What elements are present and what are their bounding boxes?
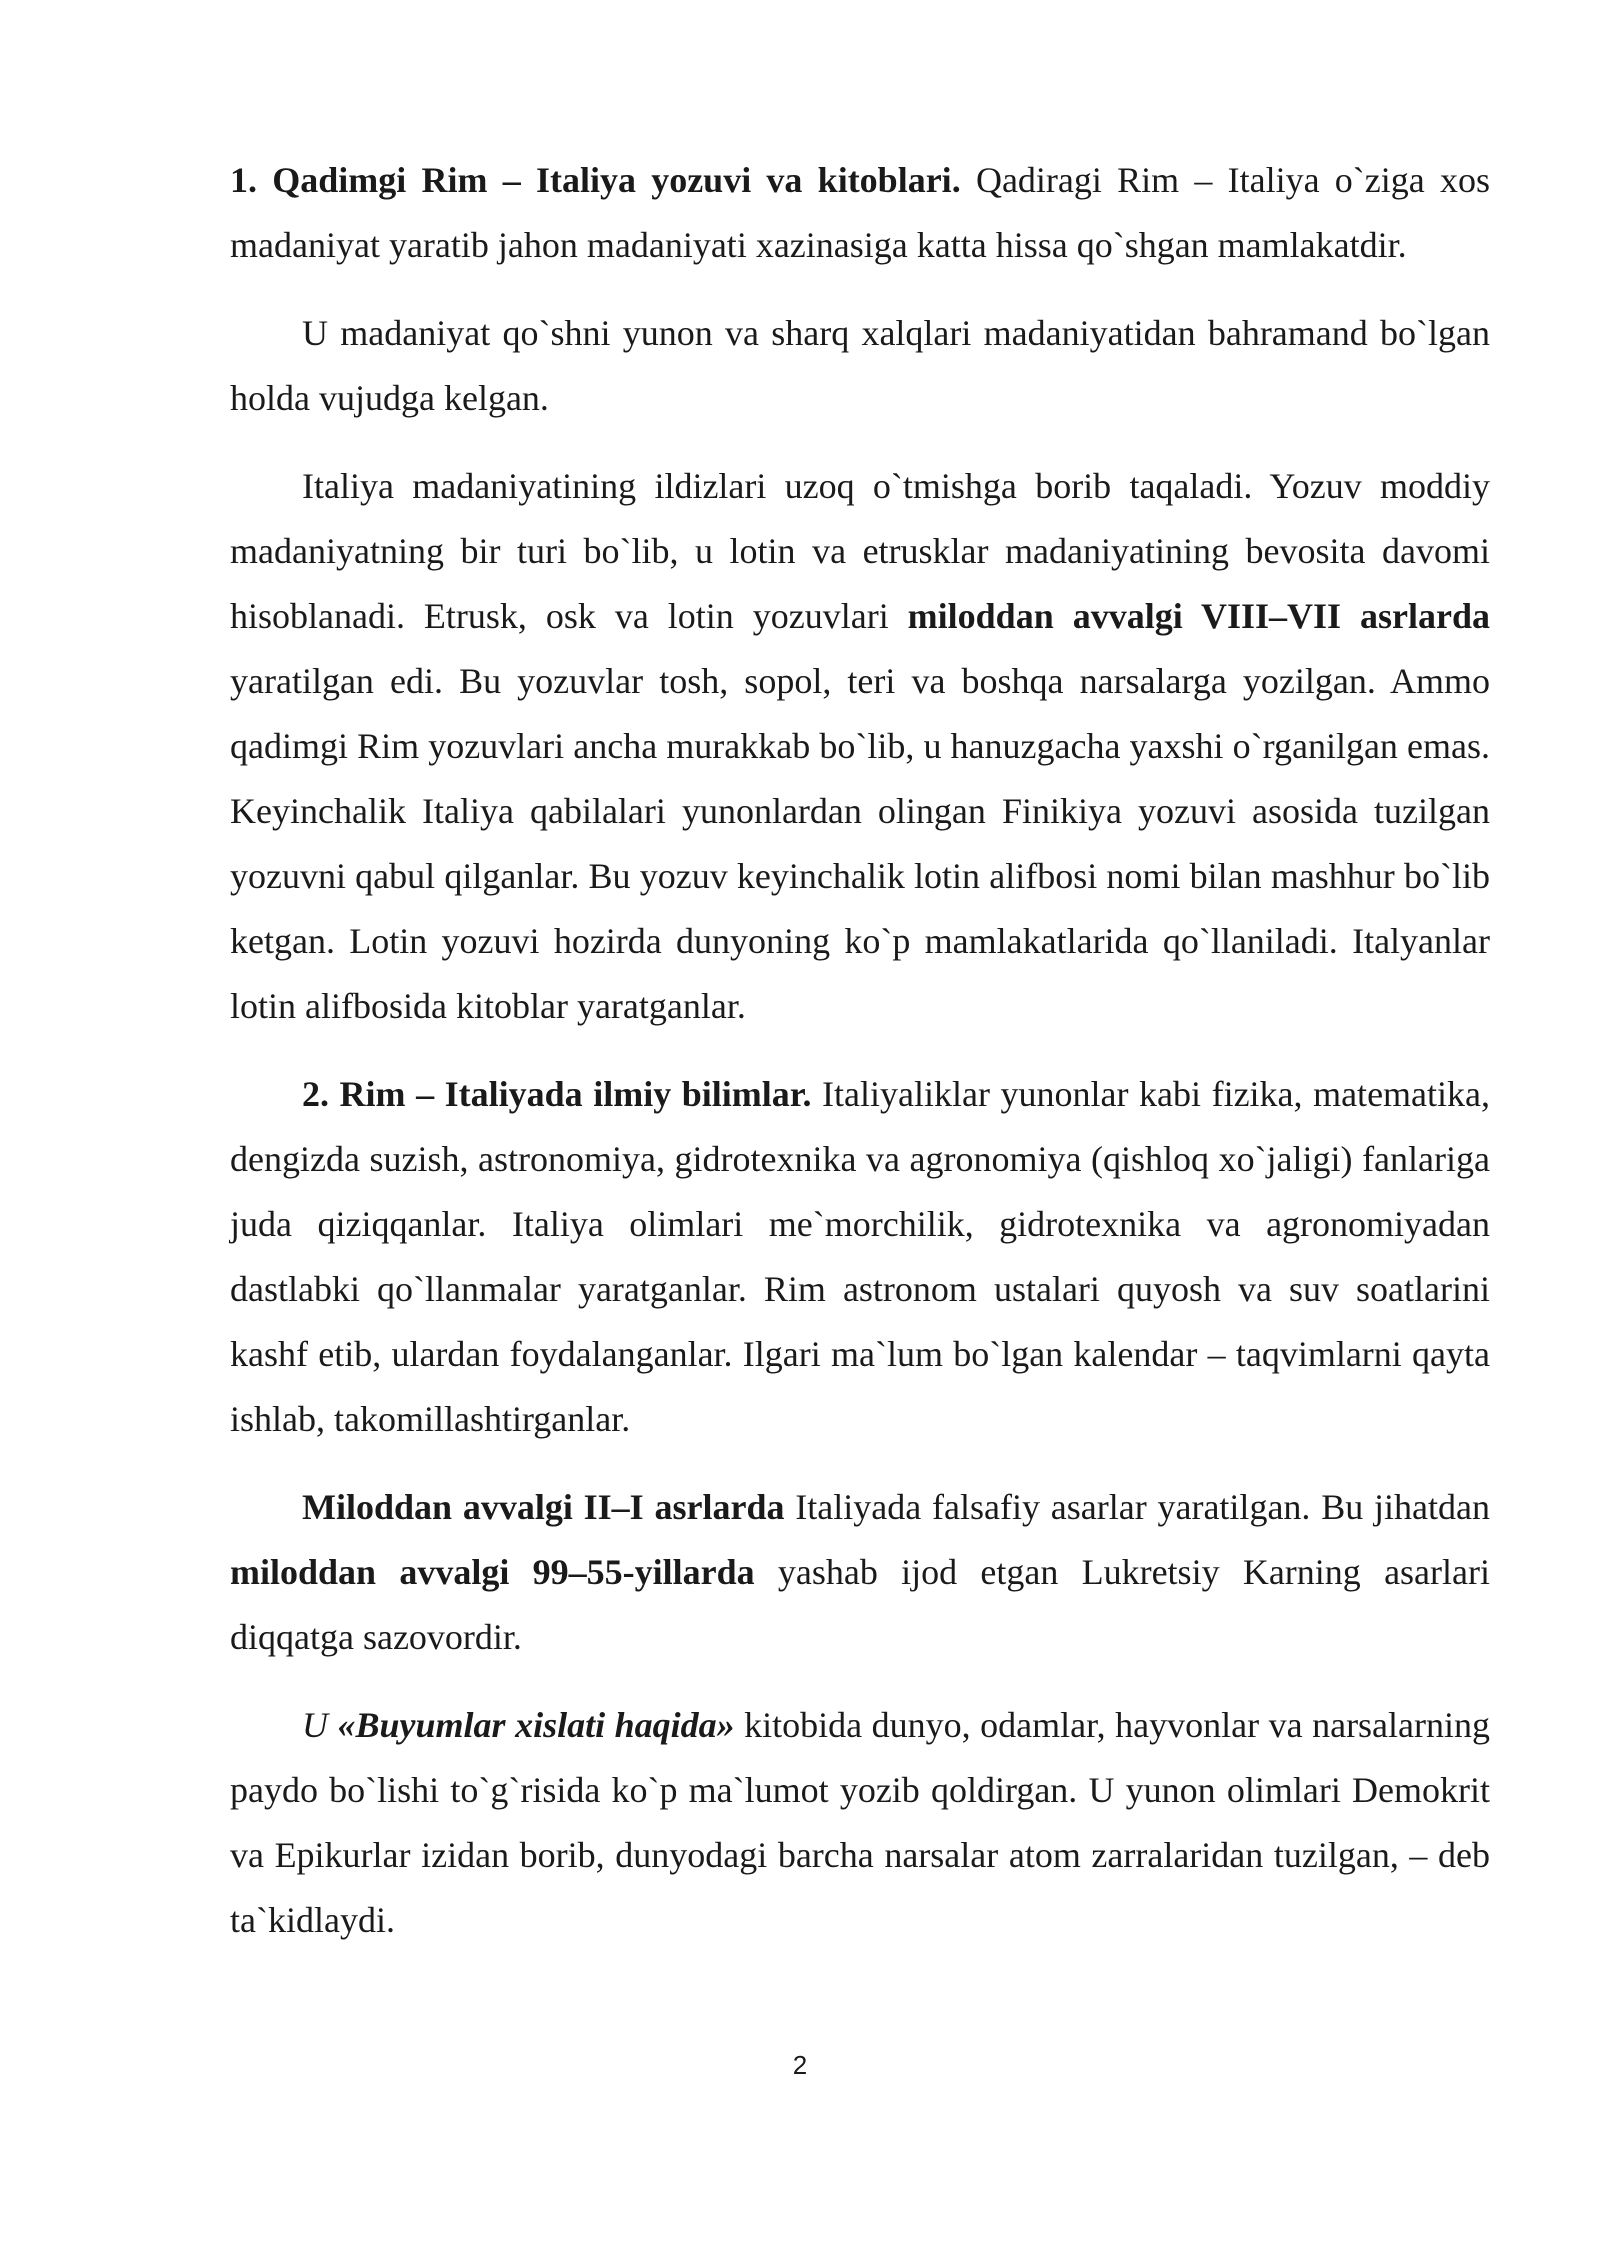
bold-date-phrase: miloddan avvalgi 99–55-yillarda (230, 1552, 755, 1592)
paragraph-text: Qadiragi Rim – Italiya o`ziga xos madaniyat yaratib jahon madaniyati xazinasiga katta hissa qo`shgan mamlakatdir. (230, 160, 1491, 265)
paragraph-text: Italiyaliklar yunonlar kabi fizika, matematika, dengizda suzish, astronomiya, gidrotexnika va agronomiya (qishloq xo`jaligi) fanlariga juda qiziqqanlar. Italiya olimlari me`morchilik, gidrotexnika va agronomiyadan dastlabki qo`llanmalar yaratganlar. Rim astronom ustalari quyosh va suv soatlarini kashf etib, ulardan foydalanganlar. Ilgari ma`lum bo`lgan kalendar – taqvimlarni qayta ishlab, takomillashtirganlar. (230, 1074, 1491, 1439)
section-2-heading: 2. Rim – Italiyada ilmiy bilimlar. (302, 1074, 812, 1114)
section-1-heading: 1. Qadimgi Rim – Italiya yozuvi va kitoblari. (230, 160, 961, 200)
book-title: «Buyumlar xislati haqida» (337, 1705, 735, 1745)
bold-date-phrase: Miloddan avvalgi II–I asrlarda (302, 1487, 785, 1527)
paragraph-philosophy (230, 1475, 1490, 1670)
paragraph-text: Italiya madaniyatining ildizlari uzoq o`tmishga borib taqaladi. Yozuv moddiy madaniyatning bir turi bo`lib, u lotin va etrusklar madaniyatining bevosita davomi hisoblanadi. Etrusk, osk va lotin yozuvlari (230, 466, 1490, 636)
paragraph-madaniyat-origin (230, 301, 1490, 431)
page-number: 2 (792, 2050, 808, 2080)
paragraph-writing-history (230, 454, 1490, 1039)
paragraph-section-2 (230, 1062, 1490, 1452)
document-page (230, 148, 1490, 1976)
bold-date-phrase: miloddan avvalgi VIII–VII asrlarda (907, 596, 1490, 636)
paragraph-text: U madaniyat qo`shni yunon va sharq xalqlari madaniyatidan bahramand bo`lgan holda vujudga kelgan. (230, 313, 1490, 418)
paragraph-text: kitobida dunyo, odamlar, hayvonlar va narsalarning paydo bo`lishi to`g`risida ko`p ma`lumot yozib qoldirgan. U yunon olimlari Demokrit va Epikurlar izidan borib, dunyodagi barcha narsalar atom zarralaridan tuzilgan, – deb ta`kidlaydi. (230, 1705, 1491, 1940)
paragraph-lukretsiy-book (230, 1693, 1490, 1953)
paragraph-section-1 (230, 148, 1490, 278)
italic-subject: U (302, 1705, 338, 1745)
paragraph-text: yaratilgan edi. Bu yozuvlar tosh, sopol, teri va boshqa narsalarga yozilgan. Ammo qadimgi Rim yozuvlari ancha murakkab bo`lib, u hanuzgacha yaxshi o`rganilgan emas. Keyinchalik Italiya qabilalari yunonlardan olingan Finikiya yozuvi asosida tuzilgan yozuvni qabul qilganlar. Bu yozuv keyinchalik lotin alifbosi nomi bilan mashhur bo`lib ketgan. Lotin yozuvi hozirda dunyoning ko`p mamlakatlarida qo`llaniladi. Italyanlar lotin alifbosida kitoblar yaratganlar. (230, 661, 1490, 1026)
paragraph-text: yashab ijod etgan Lukretsiy Karning asarlari diqqatga sazovordir. (230, 1552, 1490, 1657)
paragraph-text: Italiyada falsafiy asarlar yaratilgan. Bu jihatdan (784, 1487, 1490, 1527)
